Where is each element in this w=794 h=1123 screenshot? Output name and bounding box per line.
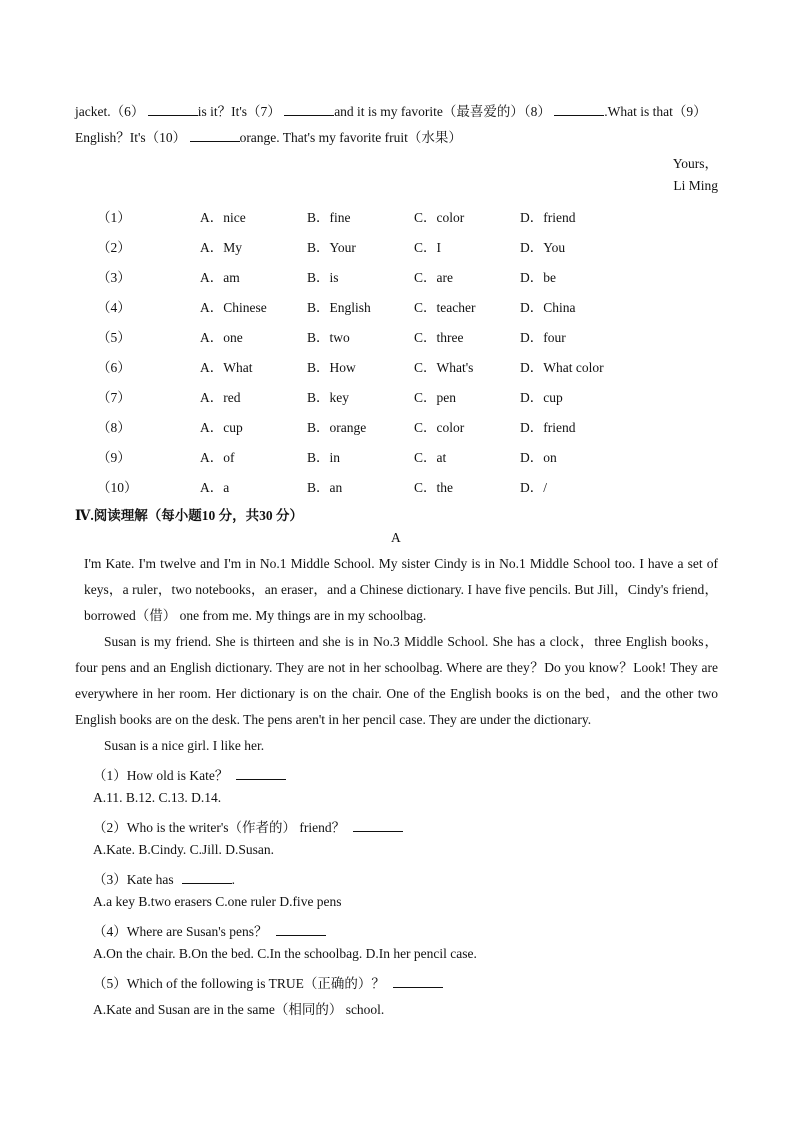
question-number: （1） (97, 210, 131, 225)
option-c: C．the (414, 480, 453, 495)
question-number: （3） (97, 270, 131, 285)
question: （3）Kate has . (93, 872, 235, 887)
question-choices: A.11. B.12. C.13. D.14. (93, 790, 222, 805)
question (93, 920, 326, 940)
text: English？It's（10） (75, 130, 187, 145)
question-number: （9） (97, 450, 131, 465)
letter-signature: Li Ming (673, 178, 718, 193)
question-choices: A.On the chair. B.On the bed. C.In the schoolbag. D.In her pencil case. (93, 946, 477, 961)
answer-blank (284, 104, 334, 116)
option-a: A．What (200, 360, 253, 375)
letter-line-2 (75, 126, 462, 146)
option-d: D．four (520, 330, 566, 345)
option-b: B．Your (307, 240, 356, 255)
option-d: D．friend (520, 210, 576, 225)
text: jacket.（6） (75, 104, 145, 119)
option-b: B．an (307, 480, 343, 495)
option-b: B．How (307, 360, 356, 375)
option-c: C．are (414, 270, 453, 285)
question-number: （4） (97, 300, 131, 315)
option-a: A．red (200, 390, 241, 405)
option-a: A．My (200, 240, 243, 255)
answer-blank (554, 104, 604, 116)
answer-blank (190, 130, 240, 142)
section-heading: Ⅳ.阅读理解（每小题10 分，共30 分） (75, 508, 303, 523)
option-b: B．key (307, 390, 349, 405)
passage-paragraph-2: Susan is my friend. She is thirteen and she is in No.3 Middle School. She has a clock，three English books，four pens and an English dictionary. They are not in her schoolbag. Where are they？Do you know？Look! They are everywhere in her room. Her dictionary is on the chair. One of the English books is on the bed，and the other two English books are on the desk. The pens aren't in her pencil case. They are under the dictionary. (75, 634, 718, 727)
question-text: （3）Kate has (93, 872, 174, 887)
question-choices: A.Kate and Susan are in the same（相同的） school. (93, 1002, 385, 1017)
option-c: C．What's (414, 360, 474, 375)
question-number: （2） (97, 240, 131, 255)
option-c: C．color (414, 210, 465, 225)
question-number: （8） (97, 420, 131, 435)
text: I'm Kate. I'm twelve and I'm in No.1 Middle School. My sister Cindy is in No.1 Middle School too. I have a set of keys，a ruler，two notebooks，an eraser，and a Chinese dictionary. I have five pencils. But Jill，Cindy's friend，borrowed（借） one from me. My things are in my schoolbag. (84, 556, 718, 623)
option-c: C．color (414, 420, 465, 435)
option-b: B．two (307, 330, 350, 345)
option-row (0, 416, 794, 436)
option-d: D．be (520, 270, 556, 285)
question (93, 972, 443, 992)
option-a: A．of (200, 450, 235, 465)
option-d: D．You (520, 240, 566, 255)
answer-blank (393, 976, 443, 988)
option-d: D．friend (520, 420, 576, 435)
answer-blank (182, 872, 232, 884)
text: is it？It's（7） (197, 104, 281, 119)
option-b: B．fine (307, 210, 351, 225)
option-c: C．three (414, 330, 464, 345)
letter-line-1 (75, 100, 707, 120)
letter-closing: Yours， (672, 156, 718, 171)
question-number: （7） (97, 390, 131, 405)
text: .What is that（9） (604, 104, 707, 119)
option-row (0, 236, 794, 256)
option-row (0, 266, 794, 286)
passage-paragraph-1 (84, 551, 718, 629)
question-choices: A.a key B.two erasers C.one ruler D.five pens (93, 894, 342, 909)
option-a: A．one (200, 330, 243, 345)
question-text: （5）Which of the following is TRUE（正确的）？ (93, 976, 385, 991)
text: and it is my favorite（最喜爱的）（8） (334, 104, 551, 119)
text: orange. That's my favorite fruit（水果） (239, 130, 462, 145)
option-d: D．China (520, 300, 576, 315)
option-row (0, 446, 794, 466)
passage-title: A (391, 530, 401, 545)
question (93, 764, 286, 784)
option-c: C．at (414, 450, 447, 465)
option-d: D．What color (520, 360, 604, 375)
option-a: A．a (200, 480, 230, 495)
option-row (0, 356, 794, 376)
option-a: A．cup (200, 420, 243, 435)
option-row (0, 206, 794, 226)
option-row (0, 476, 794, 496)
option-a: A．nice (200, 210, 246, 225)
option-c: C．teacher (414, 300, 476, 315)
question-choices: A.Kate. B.Cindy. C.Jill. D.Susan. (93, 842, 275, 857)
passage-paragraph-3: Susan is a nice girl. I like her. (104, 738, 265, 753)
option-row (0, 386, 794, 406)
option-c: C．pen (414, 390, 456, 405)
option-a: A．am (200, 270, 240, 285)
option-a: A．Chinese (200, 300, 267, 315)
question-text: （1）How old is Kate？ (93, 768, 229, 783)
option-b: B．orange (307, 420, 367, 435)
answer-blank (353, 820, 403, 832)
option-d: D．cup (520, 390, 563, 405)
option-b: B．in (307, 450, 341, 465)
answer-blank (236, 768, 286, 780)
answer-blank (148, 104, 198, 116)
option-b: B．English (307, 300, 371, 315)
option-b: B．is (307, 270, 339, 285)
option-row (0, 296, 794, 316)
option-row (0, 326, 794, 346)
answer-blank (276, 924, 326, 936)
question-number: （5） (97, 330, 131, 345)
question-number: （6） (97, 360, 131, 375)
question-text: （4）Where are Susan's pens？ (93, 924, 268, 939)
question (93, 816, 403, 836)
question-number: （10） (97, 480, 138, 495)
option-d: D．/ (520, 480, 547, 495)
option-d: D．on (520, 450, 557, 465)
option-c: C．I (414, 240, 441, 255)
question-text: （2）Who is the writer's（作者的） friend？ (93, 820, 346, 835)
